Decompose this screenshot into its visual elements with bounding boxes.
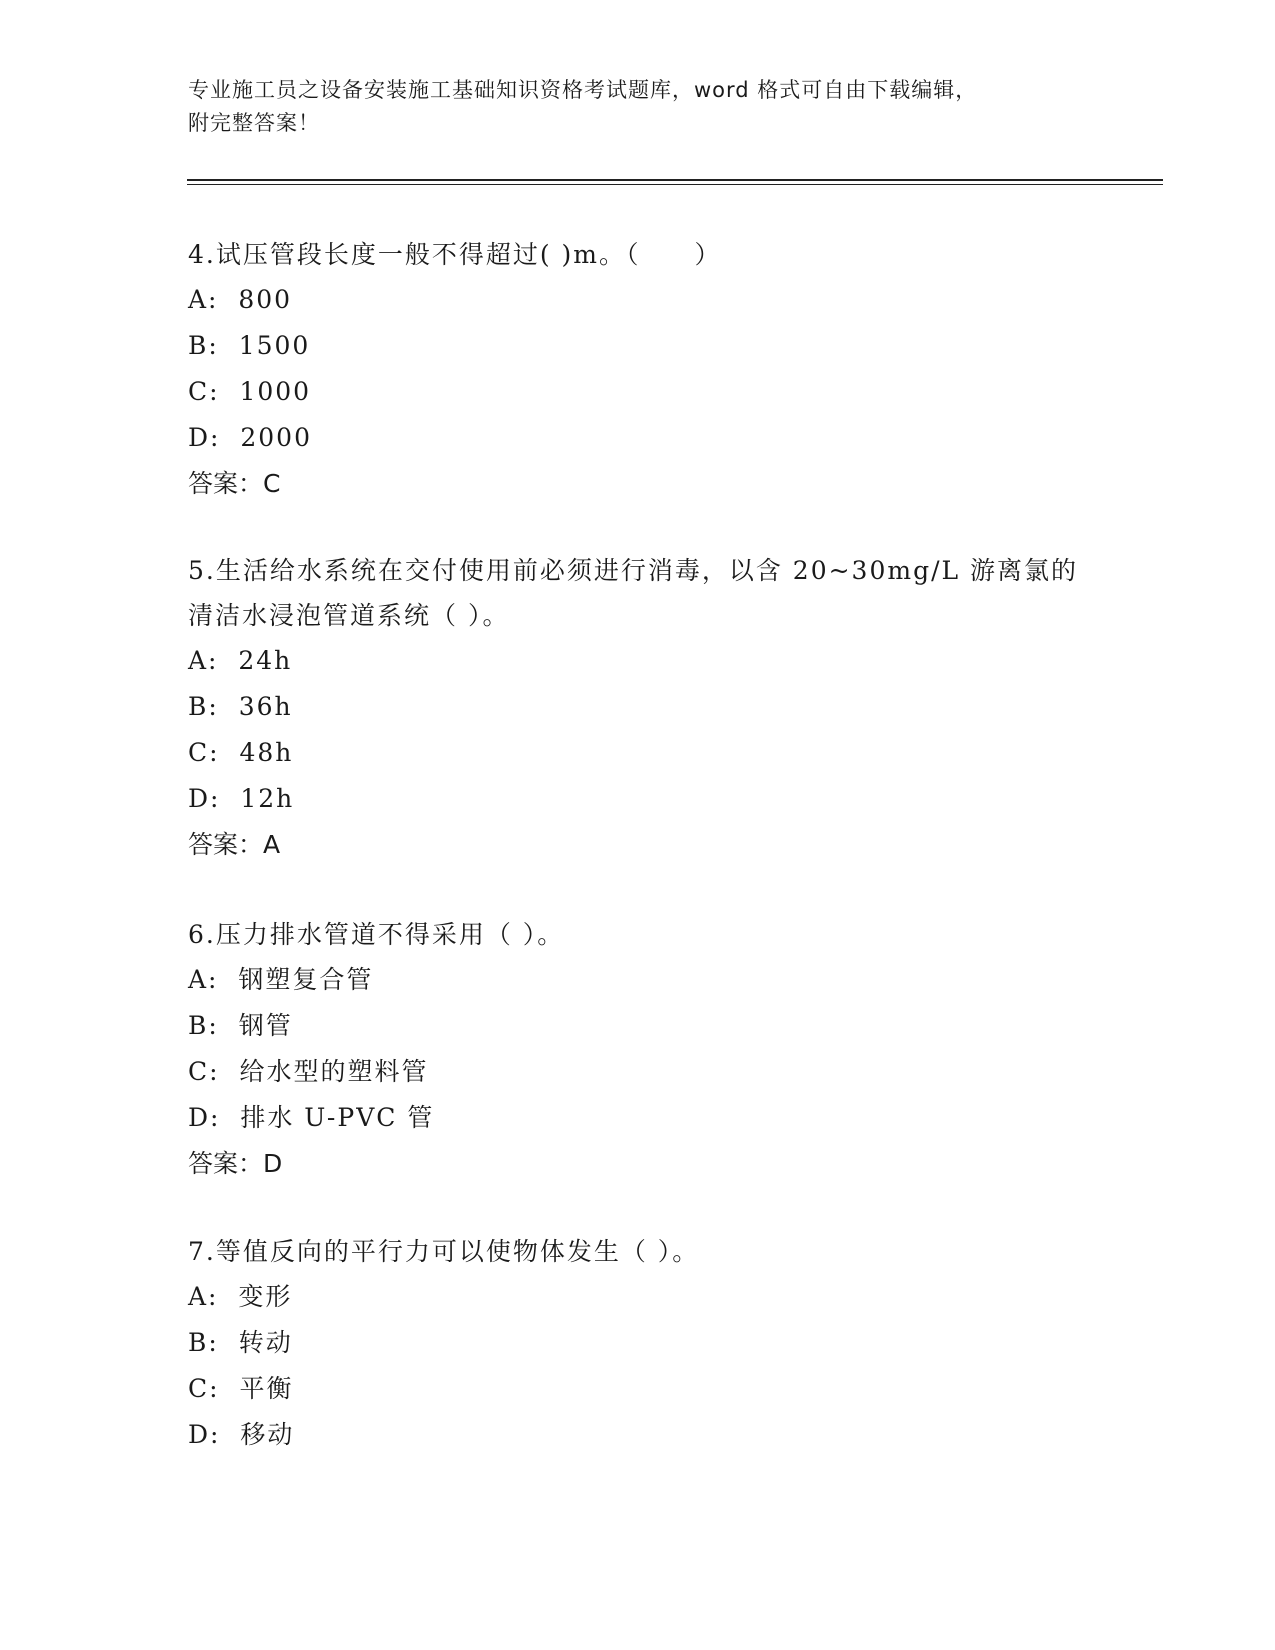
answer: 答案：A (188, 830, 281, 859)
question-7 (188, 1229, 1088, 1458)
question-5 (188, 548, 1088, 868)
option-c: C: 1000 (188, 377, 312, 406)
option-d: D: 排水 U-PVC 管 (188, 1103, 435, 1132)
header-line-2: 附完整答案！ (188, 111, 320, 135)
option-b: B: 钢管 (188, 1011, 293, 1040)
question-stem: 5.生活给水系统在交付使用前必须进行消毒，以含 20~30mg/L 游离氯的清洁水浸泡管道系统（ ）。 (188, 556, 1079, 630)
header-line-1: 专业施工员之设备安装施工基础知识资格考试题库，word 格式可自由下载编辑， (188, 78, 978, 102)
question-stem: 6.压力排水管道不得采用（ ）。 (188, 920, 565, 949)
question-stem: 4.试压管段长度一般不得超过( )m。（ ） (188, 240, 722, 269)
header-divider-thin (187, 184, 1163, 185)
option-b: B: 转动 (188, 1328, 293, 1357)
option-d: D: 12h (188, 784, 295, 813)
answer: 答案：C (188, 469, 281, 498)
answer: 答案：D (188, 1149, 283, 1178)
question-4 (188, 232, 1088, 507)
option-d: D: 移动 (188, 1420, 295, 1449)
question-6 (188, 912, 1088, 1187)
option-b: B: 36h (188, 692, 293, 721)
document-header (188, 74, 1088, 140)
question-stem: 7.等值反向的平行力可以使物体发生（ ）。 (188, 1237, 700, 1266)
option-c: C: 平衡 (188, 1374, 294, 1403)
header-divider-thick (187, 179, 1163, 181)
option-a: A: 24h (188, 646, 293, 675)
option-c: C: 给水型的塑料管 (188, 1057, 429, 1086)
option-a: A: 变形 (188, 1282, 293, 1311)
option-d: D: 2000 (188, 423, 312, 452)
option-b: B: 1500 (188, 331, 311, 360)
option-a: A: 钢塑复合管 (188, 965, 374, 994)
option-a: A: 800 (188, 285, 293, 314)
option-c: C: 48h (188, 738, 294, 767)
